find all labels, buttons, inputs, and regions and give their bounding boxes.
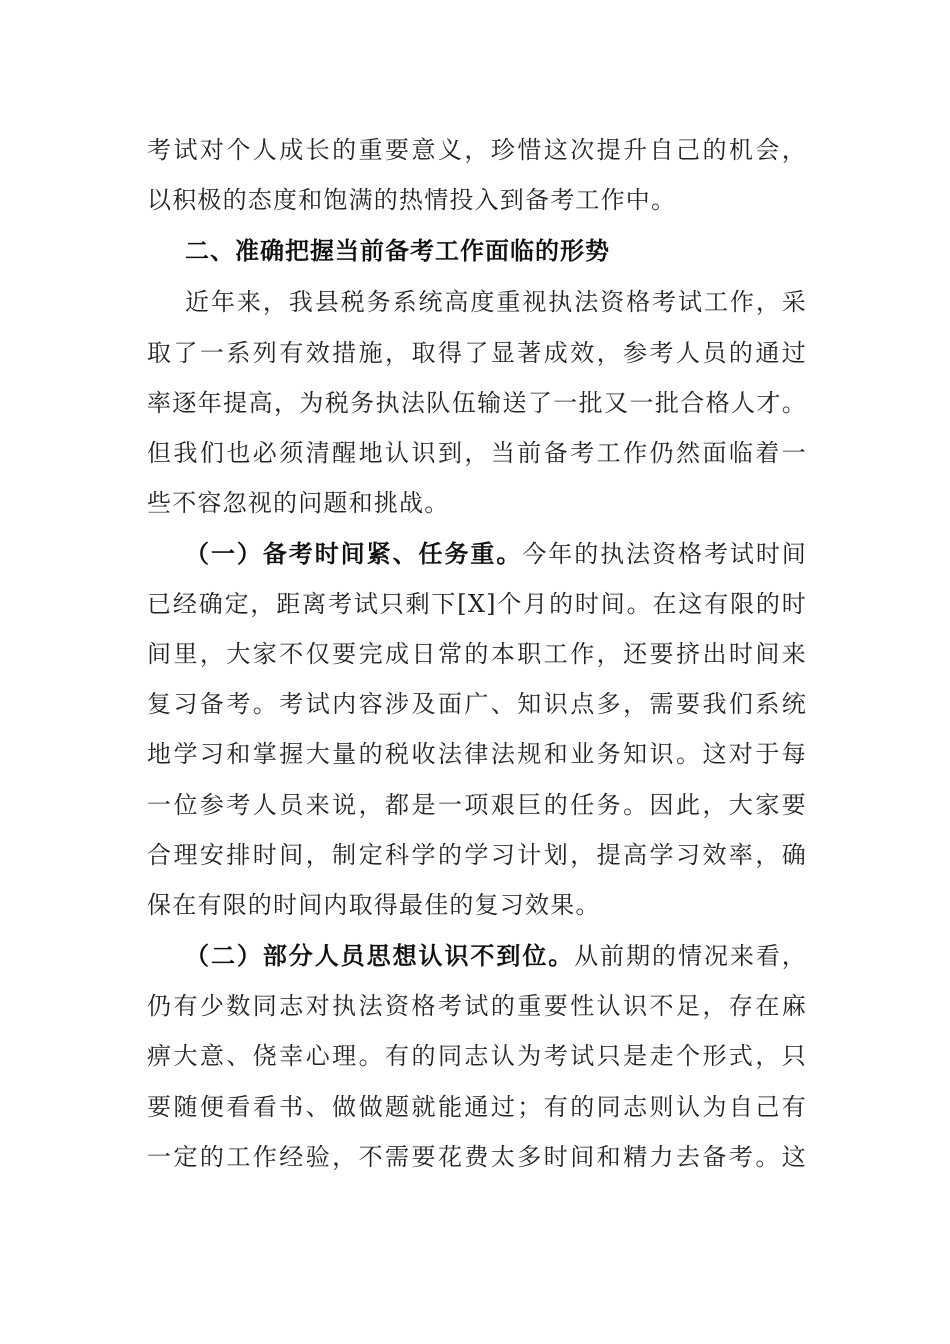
point-one-lead: 今年的执法资格考试时间 [522, 540, 808, 568]
body-text-line: 间里，大家不仅要完成日常的本职工作，还要挤出时间来 [147, 640, 807, 668]
point-two-title: （二）部分人员思想认识不到位。 [185, 941, 575, 970]
body-text-line: 痹大意、侥幸心理。有的同志认为考试只是走个形式，只 [147, 1042, 807, 1070]
point-one-title: （一）备考时间紧、任务重。 [185, 539, 523, 568]
body-text-line: 些不容忽视的问题和挑战。 [147, 489, 450, 517]
body-text-line: 取了一系列有效措施，取得了显著成效，参考人员的通过 [147, 339, 807, 367]
body-text-line: 考试对个人成长的重要意义，珍惜这次提升自己的机会， [147, 136, 807, 164]
body-text-line: 一位参考人员来说，都是一项艰巨的任务。因此，大家要 [147, 791, 807, 819]
body-text-line: 地学习和掌握大量的税收法律法规和业务知识。这对于每 [147, 740, 807, 768]
section-heading: 二、准确把握当前备考工作面临的形势 [185, 237, 610, 265]
body-text-line: 率逐年提高，为税务执法队伍输送了一批又一批合格人才。 [147, 389, 807, 417]
body-text-line: 一定的工作经验，不需要花费太多时间和精力去备考。这 [147, 1143, 807, 1171]
body-text-line: 合理安排时间，制定科学的学习计划，提高学习效率，确 [147, 841, 807, 869]
point-one-first-line [185, 534, 807, 574]
body-text-line: 保在有限的时间内取得最佳的复习效果。 [147, 891, 601, 919]
body-text-line: 要随便看看书、做做题就能通过；有的同志则认为自己有 [147, 1093, 807, 1121]
body-text-line: 仍有少数同志对执法资格考试的重要性认识不足，存在麻 [147, 992, 807, 1020]
point-two-first-line [185, 936, 807, 976]
body-text-line: 但我们也必须清醒地认识到，当前备考工作仍然面临着一 [147, 439, 807, 467]
body-text-line: 已经确定，距离考试只剩下[X]个月的时间。在这有限的时 [147, 590, 807, 618]
body-text-line: 以积极的态度和饱满的热情投入到备考工作中。 [147, 186, 677, 214]
body-text-line: 近年来，我县税务系统高度重视执法资格考试工作，采 [185, 288, 807, 316]
body-text-line: 复习备考。考试内容涉及面广、知识点多，需要我们系统 [147, 690, 807, 718]
point-two-lead: 从前期的情况来看， [574, 942, 807, 970]
